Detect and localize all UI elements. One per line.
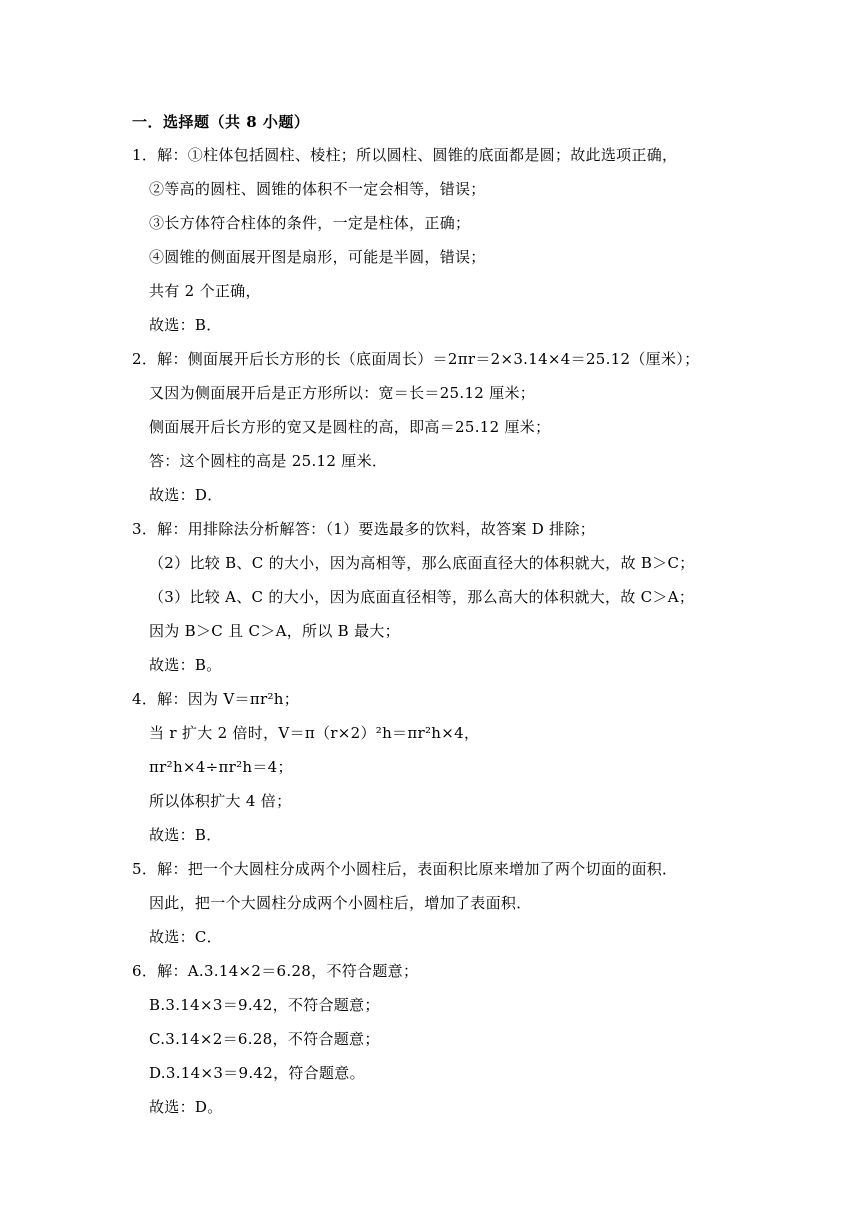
answer-1-line-2: ②等高的圆柱、圆锥的体积不一定会相等，错误；	[149, 180, 486, 198]
answer-4-line-1: 4．解：因为 V＝πr²h；	[132, 690, 300, 708]
answer-2-line-2: 又因为侧面展开后是正方形所以：宽＝长＝25.12 厘米；	[149, 384, 536, 402]
answer-3-line-1: 3．解：用排除法分析解答：（1）要选最多的饮料，故答案 D 排除；	[132, 520, 596, 538]
answer-2-choice: 故选：D．	[149, 486, 223, 504]
answer-2-line-4: 答：这个圆柱的高是 25.12 厘米．	[149, 452, 388, 470]
answer-2-line-1: 2．解：侧面展开后长方形的长（底面周长）＝2πr＝2×3.14×4＝25.12（厘米）；	[132, 350, 700, 368]
answer-4-choice: 故选：B．	[149, 826, 222, 844]
answer-6-line-3: C.3.14×2＝6.28，不符合题意；	[149, 1030, 380, 1048]
answer-6-line-4: D.3.14×3＝9.42，符合题意。	[149, 1064, 365, 1082]
answer-3-line-3: （3）比较 A、C 的大小，因为底面直径相等，那么高大的体积就大，故 C＞A；	[149, 588, 695, 606]
answer-1-line-5: 共有 2 个正确，	[149, 282, 261, 300]
answer-1-choice: 故选：B．	[149, 316, 222, 334]
section-title: 一．选择题（共 8 小题）	[132, 113, 310, 131]
answer-1-line-1: 1．解：①柱体包括圆柱、棱柱；所以圆柱、圆锥的底面都是圆；故此选项正确，	[132, 146, 678, 164]
answer-6-line-1: 6．解：A.3.14×2＝6.28，不符合题意；	[132, 962, 419, 980]
answer-3-choice: 故选：B。	[149, 656, 222, 674]
answer-4-line-4: 所以体积扩大 4 倍；	[149, 792, 292, 810]
answer-4-line-3: πr²h×4÷πr²h＝4；	[149, 758, 293, 776]
answer-5-choice: 故选：C．	[149, 928, 222, 946]
answer-3-line-2: （2）比较 B、C 的大小，因为高相等，那么底面直径大的体积就大，故 B＞C；	[149, 554, 695, 572]
answer-4-line-2: 当 r 扩大 2 倍时，V＝π（r×2）²h＝πr²h×4，	[149, 724, 480, 742]
answer-6-choice: 故选：D。	[149, 1098, 223, 1116]
answer-1-line-3: ③长方体符合柱体的条件，一定是柱体，正确；	[149, 214, 471, 232]
answer-2-line-3: 侧面展开后长方形的宽又是圆柱的高，即高＝25.12 厘米；	[149, 418, 551, 436]
answer-5-line-2: 因此，把一个大圆柱分成两个小圆柱后，增加了表面积．	[149, 894, 532, 912]
answer-6-line-2: B.3.14×3＝9.42，不符合题意；	[149, 996, 380, 1014]
answer-5-line-1: 5．解：把一个大圆柱分成两个小圆柱后，表面积比原来增加了两个切面的面积．	[132, 860, 678, 878]
answer-3-line-4: 因为 B＞C 且 C＞A，所以 B 最大；	[149, 622, 400, 640]
answer-1-line-4: ④圆锥的侧面展开图是扇形，可能是半圆，错误；	[149, 248, 486, 266]
